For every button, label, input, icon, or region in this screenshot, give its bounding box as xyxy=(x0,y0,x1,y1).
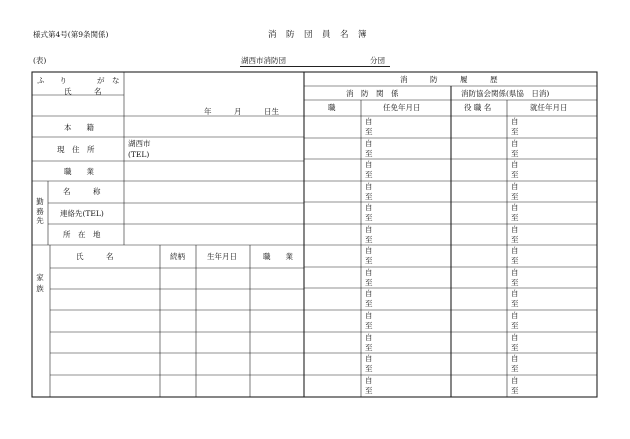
workplace-tel-label: 連絡先(TEL) xyxy=(60,209,104,218)
to-label-fire-row-4: 至 xyxy=(365,192,373,201)
to-label-fire-row-11: 至 xyxy=(365,343,373,352)
from-label-assoc-row-7: 自 xyxy=(511,246,519,255)
from-label-assoc-row-12: 自 xyxy=(511,354,519,363)
address-label: 現 住 所 xyxy=(57,145,95,154)
family-header-occupation: 職 業 xyxy=(263,252,293,261)
workplace-group-label: 勤務先 xyxy=(36,197,44,225)
corps-name: 湖西市消防団 xyxy=(241,56,286,65)
front-side-label: (表) xyxy=(33,56,47,65)
to-label-assoc-row-4: 至 xyxy=(511,192,519,201)
from-label-fire-row-1: 自 xyxy=(365,117,373,126)
from-label-fire-row-10: 自 xyxy=(365,311,373,320)
page-title: 消 防 団 員 名 簿 xyxy=(268,30,368,40)
from-label-assoc-row-5: 自 xyxy=(511,203,519,212)
family-header-name: 氏 名 xyxy=(76,252,114,261)
from-label-fire-row-12: 自 xyxy=(365,354,373,363)
name-label: 氏 名 xyxy=(64,87,102,96)
family-group-label: 家 族 xyxy=(36,273,97,293)
from-label-assoc-row-4: 自 xyxy=(511,182,519,191)
to-label-fire-row-1: 至 xyxy=(365,127,373,136)
domicile-label: 本 籍 xyxy=(64,123,94,132)
from-label-fire-row-2: 自 xyxy=(365,139,373,148)
workplace-name-label: 名 称 xyxy=(63,187,101,196)
from-label-fire-row-4: 自 xyxy=(365,182,373,191)
from-label-assoc-row-8: 自 xyxy=(511,268,519,277)
from-label-fire-row-8: 自 xyxy=(365,268,373,277)
to-label-fire-row-10: 至 xyxy=(365,321,373,330)
from-label-fire-row-3: 自 xyxy=(365,160,373,169)
furigana-label: ふ り が な xyxy=(37,76,120,85)
from-label-fire-row-13: 自 xyxy=(365,376,373,385)
to-label-assoc-row-3: 至 xyxy=(511,170,519,179)
to-label-fire-row-9: 至 xyxy=(365,299,373,308)
from-label-assoc-row-3: 自 xyxy=(511,160,519,169)
to-label-assoc-row-12: 至 xyxy=(511,364,519,373)
from-label-assoc-row-1: 自 xyxy=(511,117,519,126)
to-label-assoc-row-8: 至 xyxy=(511,278,519,287)
to-label-assoc-row-1: 至 xyxy=(511,127,519,136)
family-header-relation: 続柄 xyxy=(170,252,185,261)
from-label-fire-row-5: 自 xyxy=(365,203,373,212)
from-label-assoc-row-11: 自 xyxy=(511,333,519,342)
form-number: 様式第4号(第9条関係) xyxy=(33,30,109,39)
address-city: 湖西市 xyxy=(128,139,151,148)
col-assoc-term-label: 就任年月日 xyxy=(530,103,568,112)
to-label-assoc-row-5: 至 xyxy=(511,213,519,222)
birth-date-label: 年 月 日生 xyxy=(204,107,279,116)
col-term-label: 任免年月日 xyxy=(383,103,421,112)
to-label-fire-row-6: 至 xyxy=(365,235,373,244)
to-label-assoc-row-2: 至 xyxy=(511,149,519,158)
occupation-label: 職 業 xyxy=(64,167,94,176)
to-label-assoc-row-11: 至 xyxy=(511,343,519,352)
from-label-fire-row-7: 自 xyxy=(365,246,373,255)
to-label-fire-row-3: 至 xyxy=(365,170,373,179)
to-label-fire-row-7: 至 xyxy=(365,256,373,265)
assoc-section-label: 消防協会関係(県協 日消) xyxy=(461,89,550,98)
history-title: 消 防 履 歴 xyxy=(400,75,498,84)
from-label-assoc-row-13: 自 xyxy=(511,376,519,385)
col-assoc-post-label: 役 職 名 xyxy=(464,103,492,112)
from-label-fire-row-9: 自 xyxy=(365,289,373,298)
branch-label: 分団 xyxy=(370,56,385,65)
to-label-assoc-row-7: 至 xyxy=(511,256,519,265)
from-label-assoc-row-9: 自 xyxy=(511,289,519,298)
to-label-assoc-row-10: 至 xyxy=(511,321,519,330)
from-label-assoc-row-6: 自 xyxy=(511,225,519,234)
to-label-fire-row-8: 至 xyxy=(365,278,373,287)
address-tel-label: (TEL) xyxy=(128,150,150,159)
family-header-birth: 生年月日 xyxy=(207,252,237,261)
fire-section-label: 消 防 関 係 xyxy=(346,89,399,98)
to-label-fire-row-2: 至 xyxy=(365,149,373,158)
from-label-assoc-row-2: 自 xyxy=(511,139,519,148)
branch-underline xyxy=(240,66,390,67)
to-label-assoc-row-13: 至 xyxy=(511,386,519,395)
from-label-assoc-row-10: 自 xyxy=(511,311,519,320)
col-post-label: 職 xyxy=(328,103,336,112)
from-label-fire-row-6: 自 xyxy=(365,225,373,234)
to-label-fire-row-13: 至 xyxy=(365,386,373,395)
workplace-location-label: 所 在 地 xyxy=(63,230,101,239)
to-label-assoc-row-9: 至 xyxy=(511,299,519,308)
to-label-assoc-row-6: 至 xyxy=(511,235,519,244)
to-label-fire-row-5: 至 xyxy=(365,213,373,222)
to-label-fire-row-12: 至 xyxy=(365,364,373,373)
from-label-fire-row-11: 自 xyxy=(365,333,373,342)
